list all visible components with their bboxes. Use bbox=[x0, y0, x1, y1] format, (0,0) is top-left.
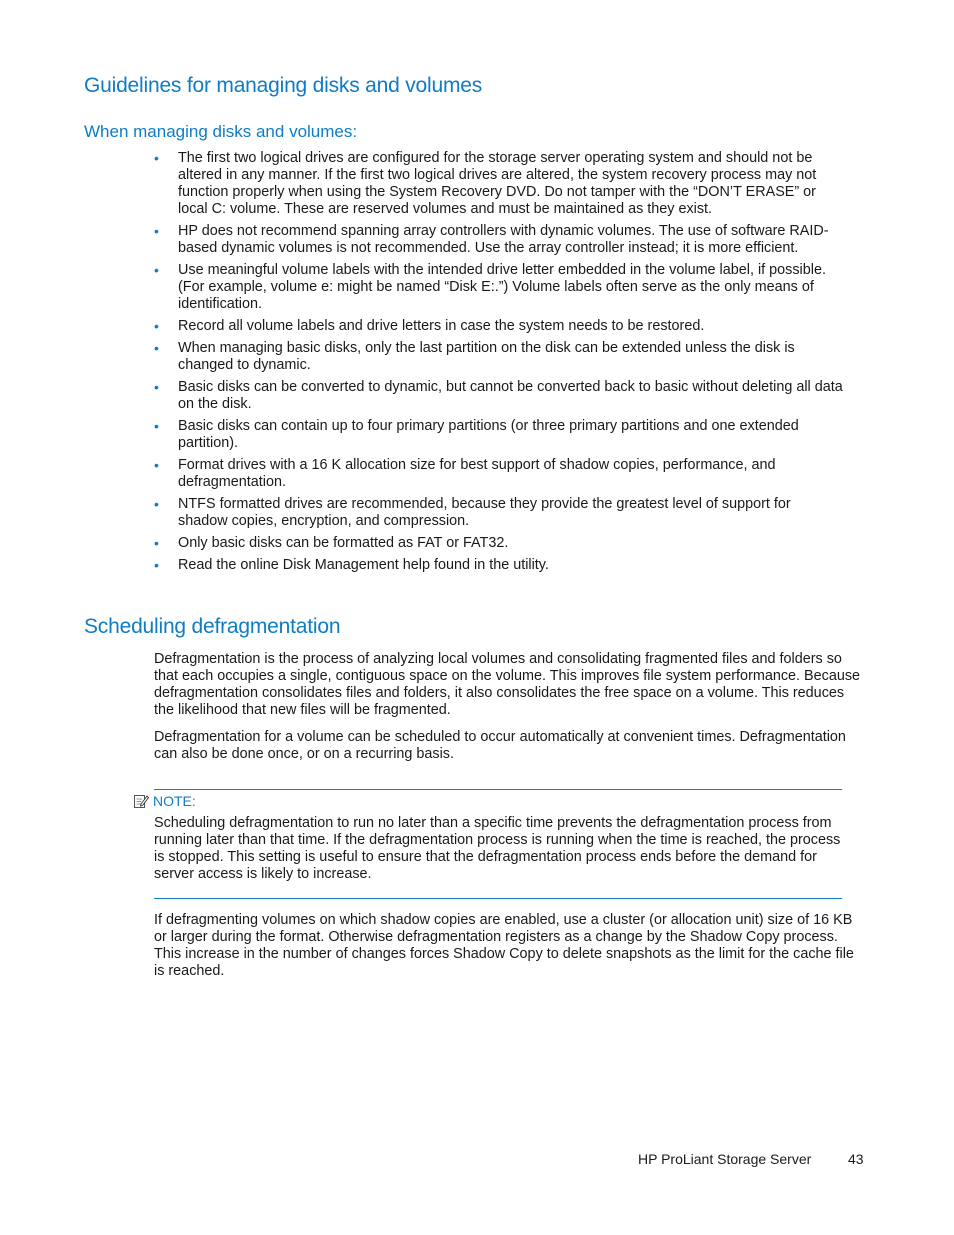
bullet-icon: • bbox=[154, 223, 159, 239]
bullet-icon: • bbox=[154, 262, 159, 278]
list-item-text: Basic disks can be converted to dynamic, but cannot be converted back to basic without deleting all data on the disk. bbox=[178, 379, 843, 412]
list-item bbox=[154, 340, 844, 374]
footer-product-name: HP ProLiant Storage Server bbox=[638, 1151, 812, 1167]
bullet-icon: • bbox=[154, 496, 159, 512]
list-item-text: NTFS formatted drives are recommended, because they provide the greatest level of support for shadow copies, encryption, and compression. bbox=[178, 496, 791, 529]
note-header bbox=[133, 791, 196, 811]
note-bottom-rule bbox=[154, 898, 842, 899]
list-item-text: The first two logical drives are configured for the storage server operating system and should not be altered in any manner. If the first two logical drives are altered, the system recovery process may not function properly when using the System Recovery DVD. Do not tamper with the “DON’T ERASE” or local C: volume. These are reserved volumes and must be maintained as they exist. bbox=[178, 150, 817, 217]
list-item-text: Basic disks can contain up to four primary partitions (or three primary partitions and one extended partition). bbox=[178, 418, 799, 451]
list-item bbox=[154, 418, 844, 452]
list-item-text: Record all volume labels and drive letters in case the system needs to be restored. bbox=[178, 318, 705, 334]
section-title-scheduling: Scheduling defragmentation bbox=[84, 615, 341, 638]
defrag-paragraph-shadow-copies: If defragmenting volumes on which shadow copies are enabled, use a cluster (or allocation unit) size of 16 KB or larger during the format. Otherwise defragmentation registers as a change by the Shadow Copy process. This increase in the number of changes forces Shadow Copy to delete snapshots as the limit for the cache file is reached. bbox=[154, 912, 854, 979]
guidelines-list bbox=[154, 150, 844, 579]
footer-page-number: 43 bbox=[848, 1151, 864, 1167]
list-item bbox=[154, 496, 844, 530]
list-item-text: Format drives with a 16 K allocation size for best support of shadow copies, performance, and defragmentation. bbox=[178, 457, 776, 490]
bullet-icon: • bbox=[154, 340, 159, 356]
bullet-icon: • bbox=[154, 557, 159, 573]
list-item-text: Read the online Disk Management help found in the utility. bbox=[178, 557, 549, 573]
list-item bbox=[154, 223, 844, 257]
list-item bbox=[154, 262, 844, 313]
bullet-icon: • bbox=[154, 535, 159, 551]
list-item-text: Use meaningful volume labels with the intended drive letter embedded in the volume label, if possible. (For example, volume e: might be named “Disk E:.”) Volume labels often serve as the only means of identification. bbox=[178, 262, 826, 312]
defrag-paragraph-schedule: Defragmentation for a volume can be scheduled to occur automatically at convenient times. Defragmentation can also be done once, or on a recurring basis. bbox=[154, 729, 846, 762]
list-item bbox=[154, 457, 844, 491]
list-item bbox=[154, 318, 844, 335]
bullet-icon: • bbox=[154, 150, 159, 166]
defrag-paragraph-intro: Defragmentation is the process of analyzing local volumes and consolidating fragmented files and folders so that each occupies a single, contiguous space on the volume. This improves file system performance. Because defragmentation consolidates files and folders, it also consolidates the free space on a volume. This reduces the likelihood that new files will be fragmented. bbox=[154, 651, 861, 718]
bullet-icon: • bbox=[154, 457, 159, 473]
list-item bbox=[154, 535, 844, 552]
section-title-guidelines: Guidelines for managing disks and volumes bbox=[84, 74, 483, 97]
list-item-text: HP does not recommend spanning array controllers with dynamic volumes. The use of software RAID-based dynamic volumes is not recommended. Use the array controller instead; it is more efficient. bbox=[178, 223, 829, 256]
bullet-icon: • bbox=[154, 318, 159, 334]
list-item bbox=[154, 557, 844, 574]
note-label: NOTE: bbox=[153, 793, 196, 809]
list-item bbox=[154, 379, 844, 413]
list-item bbox=[154, 150, 844, 218]
list-item-text: Only basic disks can be formatted as FAT or FAT32. bbox=[178, 535, 509, 551]
bullet-icon: • bbox=[154, 418, 159, 434]
section-subtitle: When managing disks and volumes: bbox=[84, 122, 358, 141]
note-text: Scheduling defragmentation to run no later than a specific time prevents the defragmentation process from running later than that time. If the defragmentation process is running when the time is reached, the process is stopped. This setting is useful to ensure that the defragmentation process ends before the demand for server access is likely to increase. bbox=[154, 815, 841, 882]
bullet-icon: • bbox=[154, 379, 159, 395]
note-top-rule bbox=[154, 789, 842, 790]
note-pencil-icon bbox=[133, 793, 149, 809]
list-item-text: When managing basic disks, only the last partition on the disk can be extended unless the disk is changed to dynamic. bbox=[178, 340, 795, 373]
